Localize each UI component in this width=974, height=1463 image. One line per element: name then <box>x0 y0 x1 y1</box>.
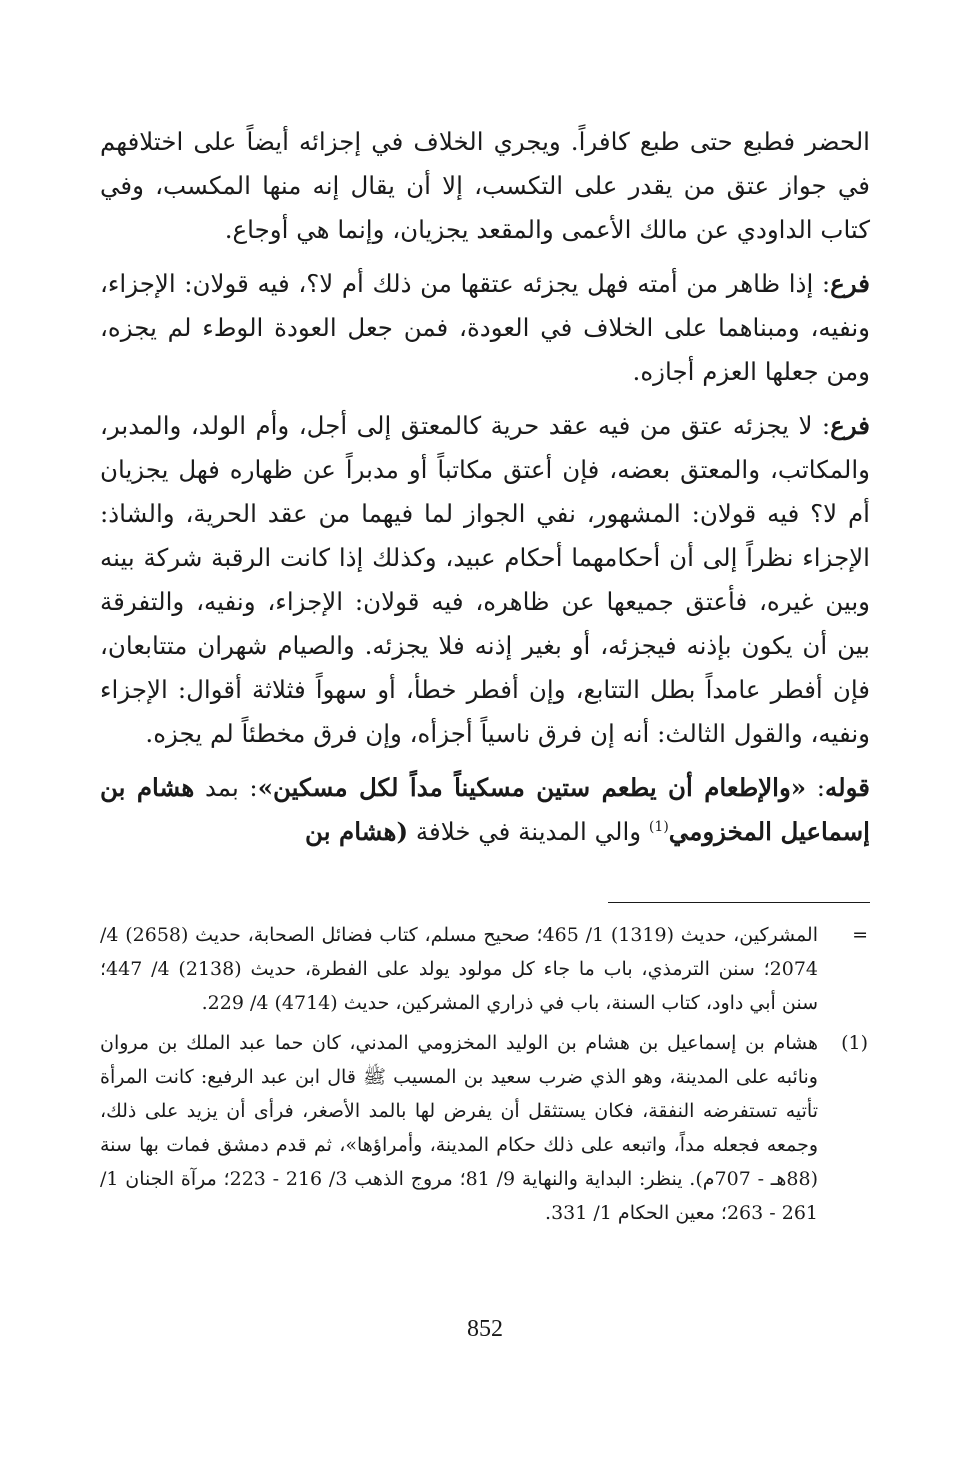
paragraph-3 <box>100 404 870 756</box>
paragraph-2-text: : إذا ظاهر من أمته فهل يجزئه عتقها من ذلك أم لا؟، فيه قولان: الإجزاء، ونفيه، ومبناهما على الخلاف في العودة، فمن جعل العودة الوطء لم يجزه، ومن جعلها العزم أجازه. <box>100 269 870 386</box>
footnote-separator <box>608 902 870 903</box>
after-quote-text: : بمد <box>204 773 258 802</box>
paragraph-2 <box>100 262 870 394</box>
footnotes <box>100 918 870 1236</box>
footnote-mark: (1) <box>841 1032 868 1054</box>
page-number: 852 <box>467 1316 503 1342</box>
saying-heading: قوله <box>825 773 871 802</box>
footnote-1 <box>100 1026 870 1230</box>
main-text <box>100 120 870 854</box>
paragraph-4-tail-bold: (هشام بن <box>305 817 409 846</box>
footnote-text: المشركين، حديث (1319) 1/ 465؛ صحيح مسلم، كتاب فضائل الصحابة، حديث (2658) 4/ 2074؛ سنن الترمذي، باب ما جاء كل مولود يولد على الفطرة، حديث (2138) 4/ 447؛ سنن أبي داود، كتاب السنة، باب في ذراري المشركين، حديث (4714) 4/ 229. <box>100 924 819 1014</box>
quoted-text: «والإطعام أن يطعم ستين مسكيناً مداً لكل مسكين» <box>257 773 807 802</box>
branch-heading: فرع <box>830 269 870 298</box>
footnote-reference[interactable]: (1) <box>648 818 669 835</box>
paragraph-4-tail: والي المدينة في خلافة <box>408 817 649 846</box>
paragraph-3-text: : لا يجزئه عتق من فيه عقد حرية كالمعتق إلى أجل، وأم الولد، والمدبر، والمكاتب، والمعتق بعضه، فإن أعتق مكاتباً أو مدبراً عن ظهاره فهل يجزيان أم لا؟ فيه قولان: المشهور، نفي الجواز لما فيهما من عقد الحرية، والشاذ: الإجزاء نظراً إلى أن أحكامهما أحكام عبيد، وكذلك إذا كانت الرقبة شركة بينه وبين غيره، فأعتق جميعها عن ظاهره، فيه قولان: الإجزاء، ونفيه، والتفرقة بين أن يكون بإذنه فيجزئه، أو بغير إذنه فلا يجزئه. والصيام شهران متتابعان، فإن أفطر عامداً بطل التتابع، وإن أفطر خطأ، أو سهواً فثلاثة أقوال: الإجزاء ونفيه، والقول الثالث: أنه إن فرق ناسياً أجزأه، وإن فرق مخطئاً لم يجزه. <box>100 411 870 748</box>
footnote-text: هشام بن إسماعيل بن هشام بن الوليد المخزومي المدني، كان حما عبد الملك بن مروان ونائبه على المدينة، وهو الذي ضرب سعيد بن المسيب ﷺ قال ابن عبد الرفيع: كانت المرأة تأتيه تستفرضه النفقة، فكان يستثقل أن يفرض لها بالمد الأصغر، فرأى أن يزيد على ذلك، وجمعه فجعله مداً، واتبعه على ذلك حكام المدينة، وأمراؤها»، ثم قدم دمشق فمات بها سنة (88هـ - 707م). ينظر: البداية والنهاية 9/ 81؛ مروج الذهب 3/ 216 - 223؛ مرآة الجنان 1/ 261 - 263؛ معين الحكام 1/ 331. <box>100 1032 818 1224</box>
person-name: هشام بن إسماعيل المخزومي <box>100 773 870 846</box>
paragraph-1 <box>100 120 870 252</box>
footnote-continued <box>100 918 870 1020</box>
paragraph-1-text: الحضر فطبع حتى طبع كافراً. ويجري الخلاف في إجزائه أيضاً على اختلافهم في جواز عتق من يقدر على التكسب، إلا أن يقال إنه منها المكسب، وفي كتاب الداودي عن مالك الأعمى والمقعد يجزيان، وإنما هي أوجاع. <box>100 127 870 244</box>
footnote-mark: = <box>852 924 868 946</box>
saying-colon: : <box>806 773 826 802</box>
branch-heading: فرع <box>830 411 870 440</box>
paragraph-4 <box>100 766 870 854</box>
book-page <box>100 120 870 1463</box>
